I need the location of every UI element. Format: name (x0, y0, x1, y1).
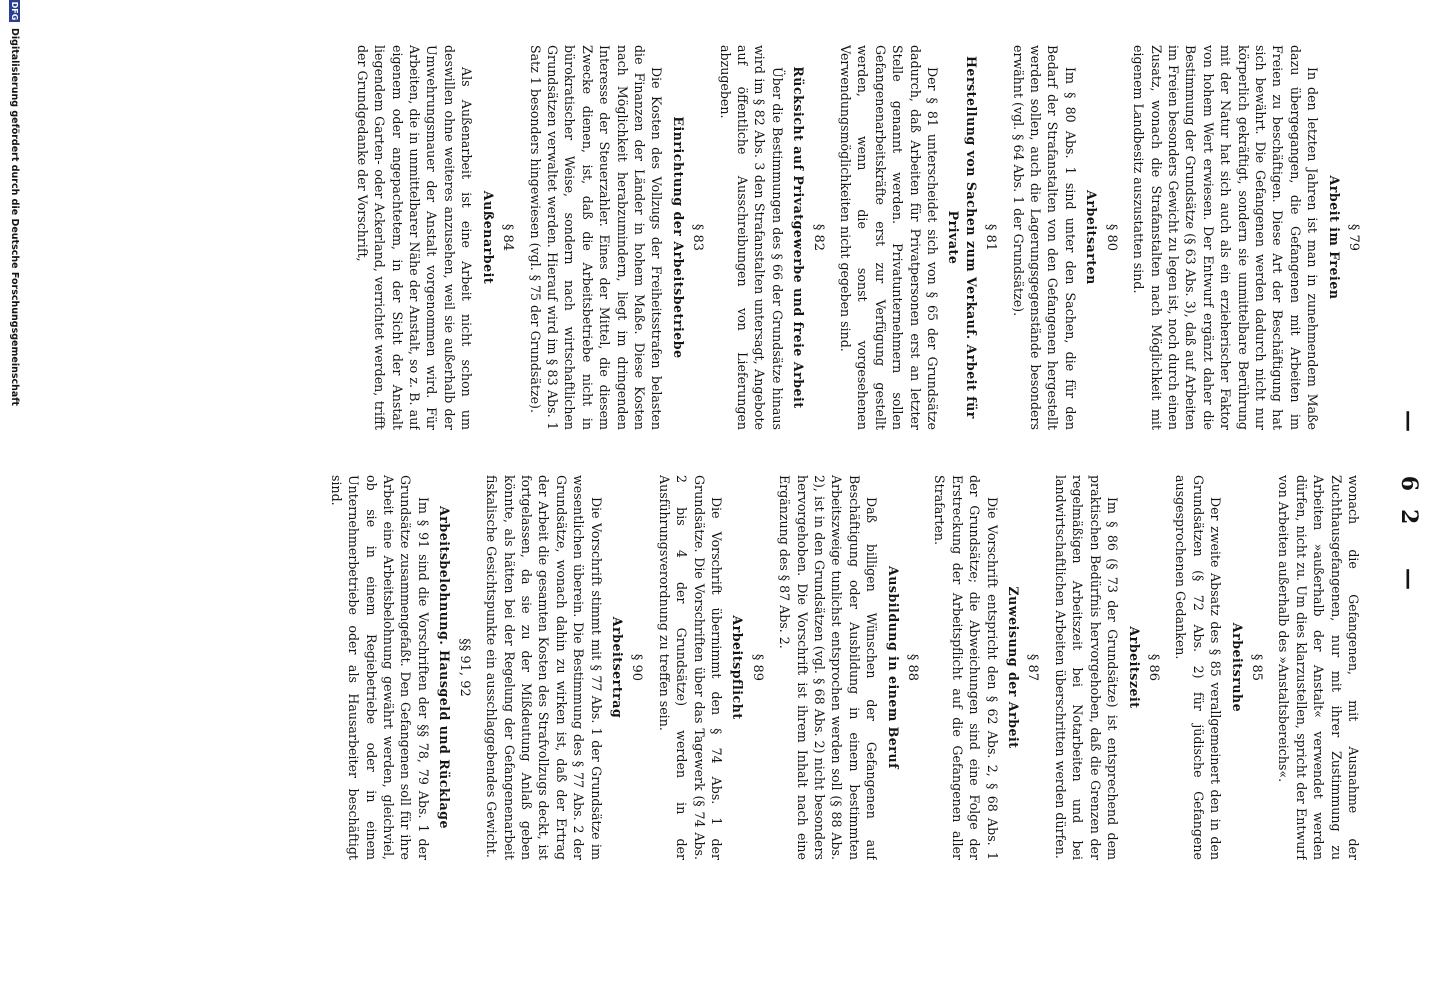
right-column (192, 475, 1362, 860)
paragraph: Im § 86 (§ 73 der Grundsätze) ist entsprechend dem praktischen Bedürfnis hervorgehoben, daß die Grenzen der regelmäßigen Arbeitszeit bei Notarbeiten und bei landwirtschaftlichen Arbeiten überschritten werden dürfen. (1052, 475, 1121, 860)
section-title: Arbeitsbelohnung. Hausgeld und Rücklage (437, 506, 453, 829)
section-title: Arbeitsarten (1084, 190, 1100, 285)
section (837, 45, 1000, 430)
section-title: Arbeitspflicht (730, 615, 746, 720)
section-number: § 87 (1025, 653, 1041, 682)
section-number: §§ 91, 92 (456, 638, 472, 697)
section-title: Arbeitsertrag (609, 616, 625, 719)
paragraph: Im § 91 sind die Vorschriften der §§ 78, 79 Abs. 1 der Grundsätze zusammengefaßt. Den Gefangenen soll für ihre Arbeit eine Arbeitsbelohnung gewährt werden, gleichviel, ob sie in einem Regiebetriebe oder in einem Unternehmerbetriebe oder als Hausarbeiter beschäftigt sind. (328, 475, 431, 860)
paragraph: Im § 80 Abs. 1 sind unter den Sachen, die für den Bedarf der Strafanstalten von den Gefangenen hergestellt werden sollen, auch die Lagerungsgegenstände besonders erwähnt (vgl. § 64 Abs. 1 der Grundsätze). (1010, 45, 1078, 430)
section (931, 475, 1041, 860)
section-number: § 80 (1103, 223, 1119, 252)
paragraph: Daß billigen Wünschen der Gefangenen auf Beschäftigung oder Ausbildung in einem bestimmten Arbeitszweige tunlichst entsprochen werden soll (§ 88 Abs. 2), ist in den Grundsätzen (vgl. § 68 Abs. 2) nicht besonders hervorgehoben. Die Vorschrift ist ihrem Inhalt nach eine Ergänzung des § 87 Abs. 2. (777, 475, 880, 860)
section-number: § 89 (749, 653, 765, 682)
section-title: Zuweisung der Arbeit (1006, 586, 1022, 749)
section (716, 45, 826, 430)
paragraph: Die Vorschrift stimmt mit § 77 Abs. 1 der Grundsätze im wesentlichen überein. Die Bestimmung des § 77 Abs. 2 der Grundsätze, wonach dahin zu wirken ist, daß der Ertrag der Arbeit die gesamten Kosten des Strafvollzugs deckt, ist fortgelassen, da sie zu der Mißdeutung Anlaß geben könnte, als hätten bei der Regelung der Gefangenenarbeit fiskalische Gesichtspunkte ein ausschlaggebendes Gewicht. (484, 475, 604, 860)
section-continuation (1275, 475, 1362, 860)
section-number: § 81 (983, 223, 999, 252)
paragraph: wonach die Gefangenen, mit Ausnahme der Zuchthausgefangenen, nur mit ihrer Zustimmung zu Arbeiten »außerhalb der Anstalt« verwendet werden dürfen, nicht zu. Um dies klarzustellen, spricht der Entwurf von Arbeiten außerhalb des »Anstaltsbereichs«. (1276, 475, 1361, 860)
section-number: § 88 (905, 653, 921, 682)
section (327, 475, 472, 860)
section-title: Herstellung von Sachen zum Verkauf. Arbeit für Private (946, 56, 979, 419)
section (1009, 45, 1119, 430)
paragraph: Die Vorschrift entspricht den § 62 Abs. 2, § 68 Abs. 1 der Grundsätze; die Abweichungen sind eine Folge der Erstreckung der Arbeitspflicht auf die Gefangenen aller Strafarten. (932, 475, 1000, 860)
section-title: Rücksicht auf Privatgewerbe und freie Arbeit (791, 66, 807, 409)
section-number: § 82 (810, 223, 826, 252)
paragraph: Über die Bestimmungen des § 66 der Grundsätze hinaus wird im § 82 Abs. 3 den Strafanstalten untersagt, Angebote auf öffentliche Ausschreibungen von Lieferungen abzugeben. (717, 45, 785, 430)
paragraph: In den letzten Jahren ist man in zunehmendem Maße dazu übergegangen, die Gefangenen mit Arbeiten im Freien zu beschäftigen. Diese Art der Beschäftigung hat sich bewährt. Die Gefangenen werden dadurch nicht nur körperlich gekräftigt, sondern sie unmittelbare Berührung mit der Natur hat sich auch als ein erzieherischer Faktor von hohem Wert erwiesen. Der Entwurf ergänzt daher die Bestimmung der Grundsätze (§ 63 Abs. 3), daß auf Arbeiten im Freien besonders Gewicht zu legen ist, noch durch einen Zusatz, wonach die Strafanstalten nach Möglichkeit mit eigenem Landbesitz auszustatten sind. (1131, 45, 1321, 430)
section (1172, 475, 1265, 860)
section (1130, 45, 1362, 430)
section (526, 45, 706, 430)
section (1052, 475, 1162, 860)
section-number: § 86 (1145, 653, 1161, 682)
dfg-logo: DFG (10, 1, 19, 21)
section-number: § 85 (1248, 653, 1264, 682)
section-title: Ausbildung in einem Beruf (885, 565, 901, 770)
page-header (1362, 0, 1422, 1000)
section-title: Arbeit im Freien (1326, 175, 1342, 300)
paragraph: Der § 81 unterscheidet sich von § 65 der Grundsätze dadurch, daß Arbeiten für Privatpersonen erst an letzter Stelle genannt werden. Privatunternehmern sollen Gefangenenarbeitskräfte erst zur Verfügung gestellt werden, wenn die sonst vorgesehenen Verwendungsmöglichkeiten nicht gegeben sind. (838, 45, 941, 430)
paragraph: Der zweite Absatz des § 85 verallgemeinert den in den Grundsätzen (§ 72 Abs. 2) für jüdische Gefangene ausgesprochenen Gedanken. (1173, 475, 1224, 860)
section-title: Einrichtung der Arbeitsbetriebe (670, 116, 686, 359)
section-number: § 83 (690, 223, 706, 252)
section (353, 45, 516, 430)
section-title: Außenarbeit (480, 190, 496, 285)
section-title: Arbeitszeit (1126, 626, 1142, 709)
page-number: — 62 — (1396, 410, 1422, 608)
credit-text: Digitalisierung gefördert durch die Deutsche Forschungsgemeinschaft (9, 28, 20, 406)
section-number: § 90 (629, 653, 645, 682)
section-title: Arbeitsruhe (1229, 622, 1245, 713)
section (655, 475, 765, 860)
digitization-credit (6, 0, 25, 1000)
left-column (192, 45, 1362, 430)
paragraph: Die Vorschrift übernimmt den § 74 Abs. 1 der Grundsätze. Die Vorschriften über das Tagewerk (§ 74 Abs. 2 bis 4 der Grundsätze) werden in der Ausführungsverordnung zu treffen sein. (656, 475, 724, 860)
section-number: § 79 (1346, 223, 1361, 252)
paragraph: Als Außenarbeit ist eine Arbeit nicht schon um deswillen ohne weiteres anzusehen, weil sie außerhalb der Umwehrungsmauer der Anstalt vorgenommen wird. Für Arbeiten, die in unmittelbarer Nähe der Anstalt, so z. B. auf eigenem oder angepachtetem, in der Sicht der Anstalt liegendem Garten- oder Ackerland, verrichtet werden, trifft der Grundgedanke der Vorschrift, (354, 45, 475, 430)
paragraph: Die Kosten des Vollzugs der Freiheitsstrafen belasten die Finanzen der Länder in hohem Maße. Diese Kosten nach Möglichkeit herabzumindern, liegt im dringenden Interesse der Steuerzahler. Eines der Mittel, die diesem Zwecke dienen, ist, daß die Arbeitsbetriebe nicht in bürokratischer Weise, sondern nach wirtschaftlichen Grundsätzen verwaltet werden. Hierauf wird im § 83 Abs. 1 Satz 1 besonders hingewiesen (vgl. § 75 der Grundsätze). (527, 45, 665, 430)
section (776, 475, 921, 860)
section (483, 475, 646, 860)
section-number: § 84 (500, 223, 516, 252)
